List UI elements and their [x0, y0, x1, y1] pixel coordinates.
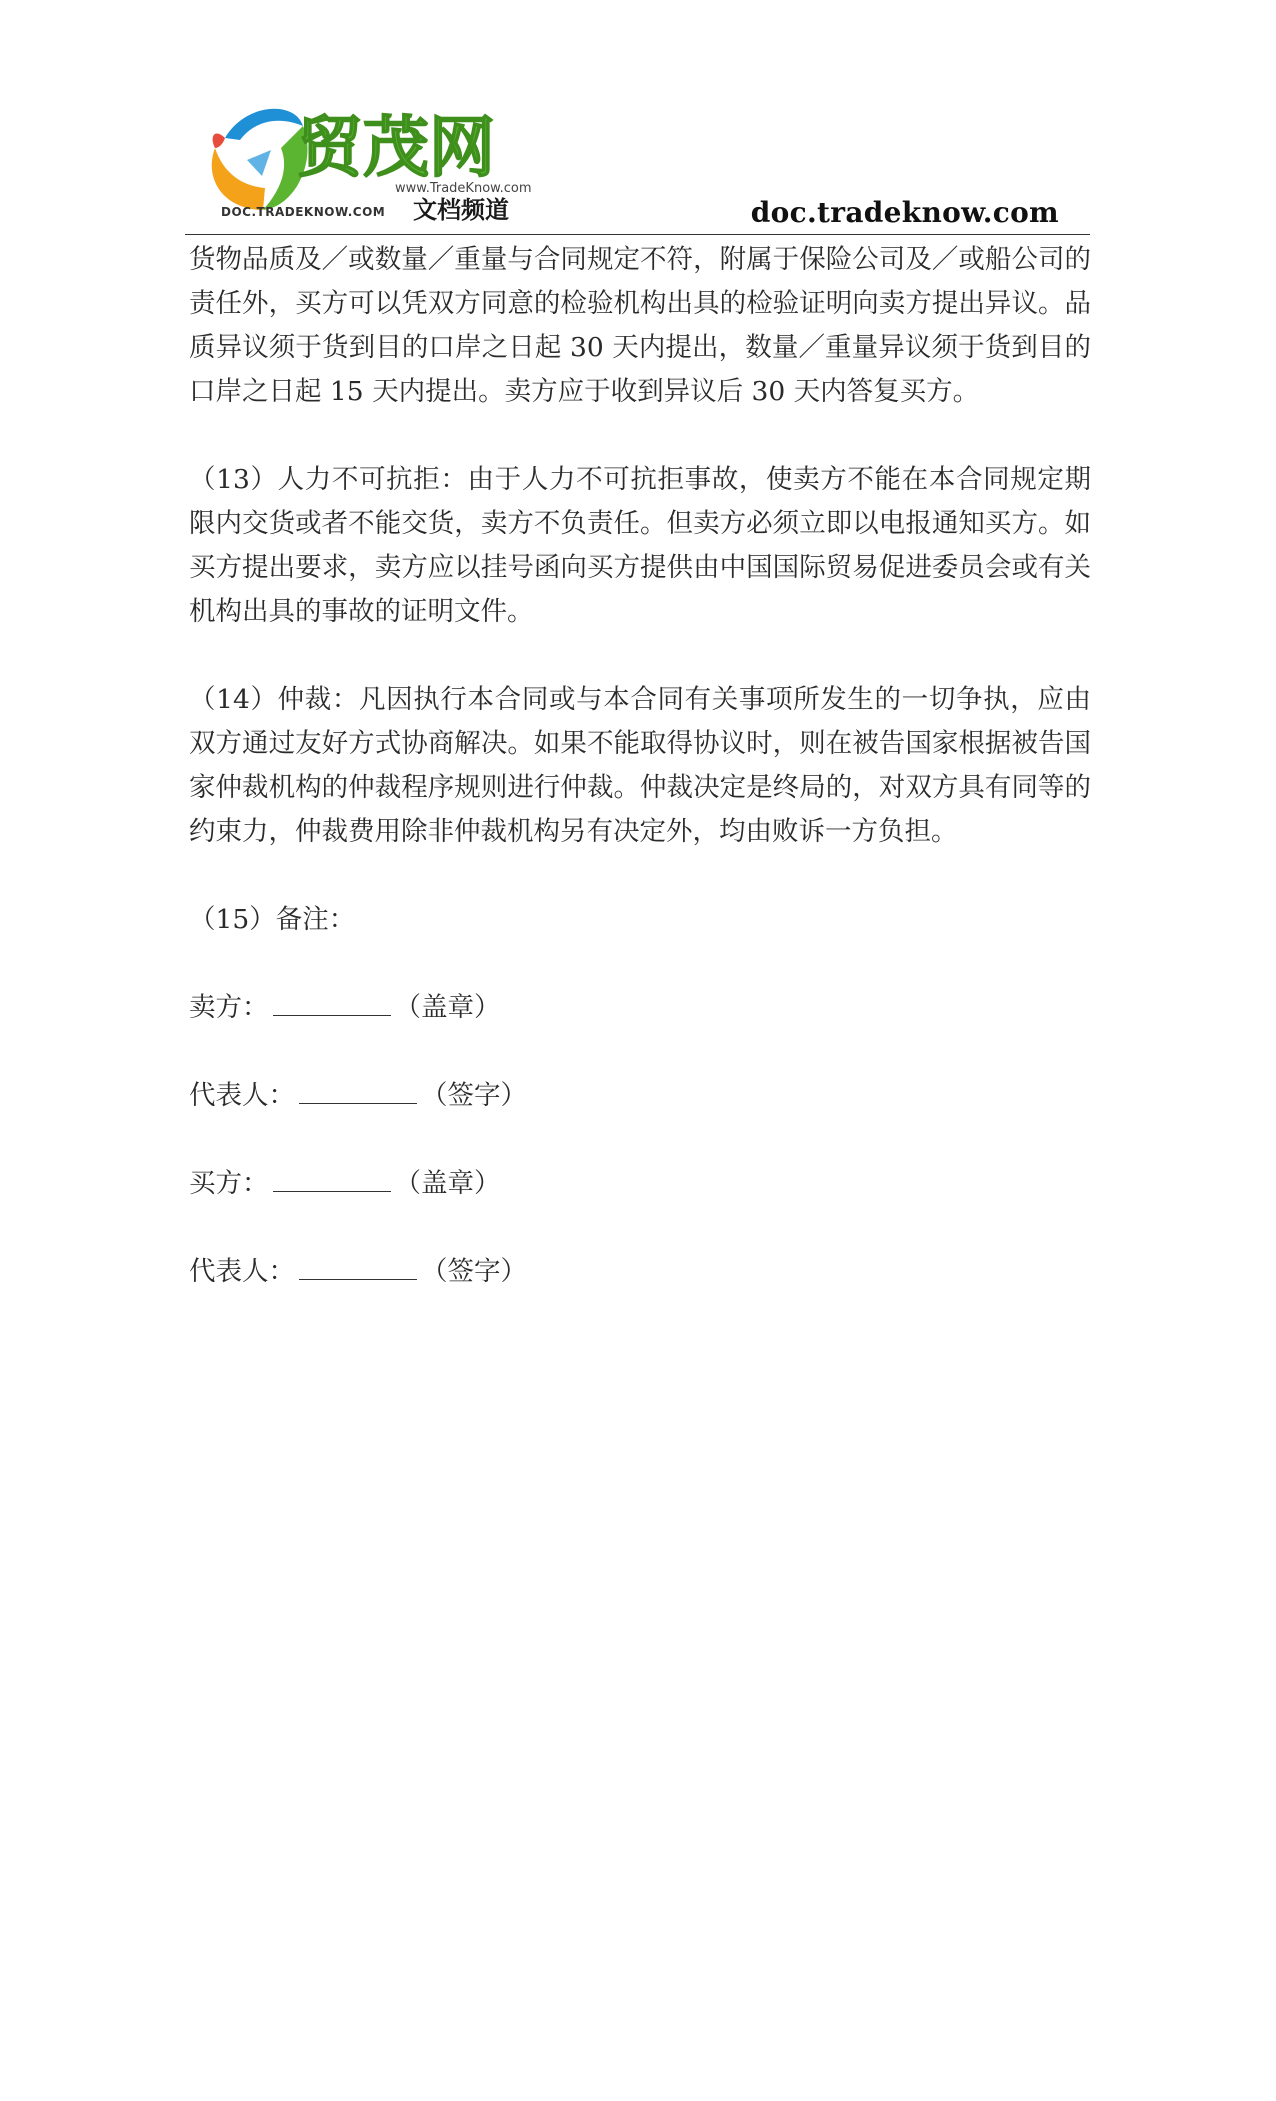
seller-blank: [273, 989, 391, 1016]
seller-signature-line: [189, 986, 1091, 1030]
document-body: [189, 238, 1091, 1338]
buyer-representative-line: [189, 1250, 1091, 1294]
buyer-label: 买方：: [189, 1168, 269, 1199]
logo-brand-text: 贸茂网: [297, 109, 495, 186]
buyer-rep-blank: [299, 1253, 417, 1280]
site-url: doc.tradeknow.com: [750, 196, 1059, 229]
clause-14-arbitration: （14）仲裁：凡因执行本合同或与本合同有关事项所发生的一切争执，应由双方通过友好方式协商解决。如果不能取得协议时，则在被告国家根据被告国家仲裁机构的仲裁程序规则进行仲裁。仲裁决定是终局的，对双方具有同等的约束力，仲裁费用除非仲裁机构另有决定外，均由败诉一方负担。: [189, 684, 1091, 847]
seller-rep-label: 代表人：: [189, 1080, 295, 1111]
buyer-signature-line: [189, 1162, 1091, 1206]
seller-note: （盖章）: [394, 992, 501, 1023]
header-divider: [185, 234, 1090, 235]
seller-rep-blank: [299, 1077, 417, 1104]
seller-label: 卖方：: [189, 992, 269, 1023]
buyer-blank: [273, 1165, 391, 1192]
swirl-emblem-icon: [212, 109, 308, 210]
seller-representative-line: [189, 1074, 1091, 1118]
buyer-note: （盖章）: [394, 1168, 501, 1199]
tradeknow-logo: [185, 88, 545, 234]
logo-channel-text: 文档频道: [413, 196, 509, 224]
clause-15-remarks: （15）备注：: [189, 904, 356, 935]
seller-rep-note: （签字）: [421, 1080, 527, 1111]
logo-left-caption: DOC.TRADEKNOW.COM: [221, 205, 386, 219]
clause-inspection-paragraph: 货物品质及／或数量／重量与合同规定不符，附属于保险公司及／或船公司的责任外，买方可以凭双方同意的检验机构出具的检验证明向卖方提出异议。品质异议须于货到目的口岸之日起 30 天内提出，数量／重量异议须于货到目的口岸之日起 15 天内提出。卖方应于收到异议后 30 天内答复买方。: [189, 244, 1091, 407]
logo-sub-url: www.TradeKnow.com: [395, 181, 532, 196]
buyer-rep-label: 代表人：: [189, 1256, 295, 1287]
page-header: [185, 88, 1090, 236]
buyer-rep-note: （签字）: [421, 1256, 527, 1287]
clause-13-force-majeure: （13）人力不可抗拒：由于人力不可抗拒事故，使卖方不能在本合同规定期限内交货或者不能交货，卖方不负责任。但卖方必须立即以电报通知买方。如买方提出要求，卖方应以挂号函向买方提供由中国国际贸易促进委员会或有关机构出具的事故的证明文件。: [189, 464, 1091, 627]
